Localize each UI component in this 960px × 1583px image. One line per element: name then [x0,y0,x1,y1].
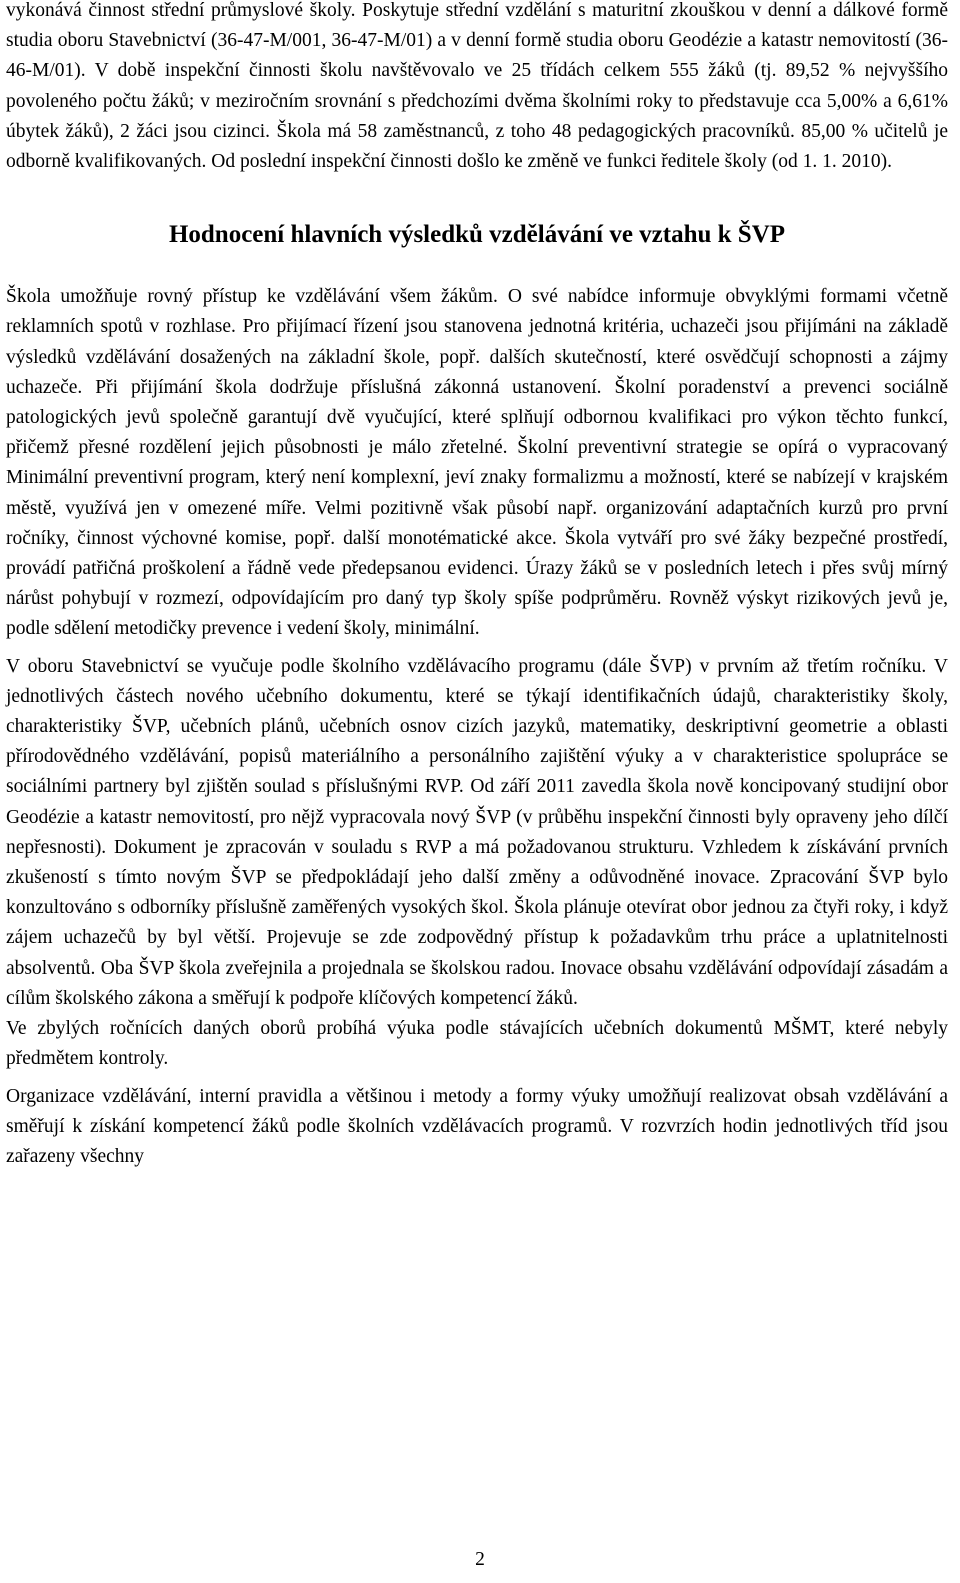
paragraph-school-overview: vykonává činnost střední průmyslové školy. Poskytuje střední vzdělání s maturitní zkouškou v denní a dálkové formě studia oboru Stavebnictví (36-47-M/001, 36-47-M/01) a v denní formě studia oboru Geodézie a katastr nemovitostí (36-46-M/01). V době inspekční činnosti školu navštěvovalo ve 25 třídách celkem 555 žáků (tj. 89,52 % nejvyššího povoleného počtu žáků; v meziročním srovnání s předchozími dvěma školními roky to představuje cca 5,00% a 6,61% úbytek žáků), 2 žáci jsou cizinci. Škola má 58 zaměstnanců, z toho 48 pedagogických pracovníků. 85,00 % učitelů je odborně kvalifikovaných. Od poslední inspekční činnosti došlo ke změně ve funkci ředitele školy (od 1. 1. 2010). [6,0,948,173]
page-number: 2 [475,1549,485,1570]
paragraph-remaining-years: Ve zbylých ročnících daných oborů probíhá výuka podle stávajících učebních dokumentů MŠMT, které nebyly předmětem kontroly. [6,1018,948,1070]
paragraph-equal-access: Škola umožňuje rovný přístup ke vzdělávání všem žákům. O své nabídce informuje obvyklými formami včetně reklamních spotů v rozhlase. Pro přijímací řízení jsou stanovena jednotná kritéria, uchazeči jsou přijímáni na základě výsledků vzdělávání dosažených na základní škole, popř. dalších skutečností, které osvědčují schopnosti a zájmy uchazeče. Při přijímání škola dodržuje příslušná zákonná ustanovení. Školní poradenství a prevenci sociálně patologických jevů společně garantují dvě vyučující, které splňují odbornou kvalifikaci pro výkon těchto funkcí, přičemž přesné rozdělení jejich působnosti je málo zřetelné. Školní preventivní strategie se opírá o vypracovaný Minimální preventivní program, který není komplexní, jeví znaky formalizmu a možností, které se nabízejí v krajském městě, využívá jen v omezené míře. Velmi pozitivně však působí např. organizování adaptačních kurzů pro první ročníky, činnost výchovné komise, popř. další monotématické akce. Škola vytváří pro své žáky bezpečné prostředí, provádí patřičná proškolení a řádně vede předepsanou evidenci. Úrazy žáků se v posledních letech i přes svůj mírný nárůst pohybují v rozmezí, odpovídajícím pro daný typ školy spíše podprůměru. Rovněž výskyt rizikových jevů je, podle sdělení metodičky prevence i vedení školy, minimální. [6,286,948,640]
document-body [6,0,948,1172]
paragraph-school-curriculum: V oboru Stavebnictví se vyučuje podle školního vzdělávacího programu (dále ŠVP) v prvním až třetím ročníku. V jednotlivých částech nového učebního dokumentu, které se týkají identifikačních údajů, charakteristiky školy, charakteristiky ŠVP, učebních plánů, učebních osnov cizích jazyků, matematiky, deskriptivní geometrie a oblasti přírodovědného vzdělávání, popisů materiálního a personálního zajištění výuky a v charakteristice spolupráce se sociálními partnery byl zjištěn soulad s příslušnými RVP. Od září 2011 zavedla škola nově koncipovaný studijní obor Geodézie a katastr nemovitostí, pro nějž vypracovala nový ŠVP (v průběhu inspekční činnosti byly opraveny jeho dílčí nepřesnosti). Dokument je zpracován v souladu s RVP a má požadovanou strukturu. Vzhledem k získávání prvních zkušeností s tímto novým ŠVP se předpokládají jeho další změny a odůvodněné inovace. Zpracování ŠVP bylo konzultováno s odborníky příslušně zaměřených vysokých škol. Škola plánuje otevírat obor jednou za čtyři roky, i když zájem uchazečů by byl větší. Projevuje se zde zodpovědný přístup k požadavkům trhu práce a uplatnitelnosti absolventů. Oba ŠVP škola zveřejnila a projednala se školskou radou. Inovace obsahu vzdělávání odpovídají zásadám a cílům školského zákona a směřují k podpoře klíčových kompetencí žáků. [6,655,948,1009]
paragraph-organization: Organizace vzdělávání, interní pravidla a většinou i metody a formy výuky umožňují realizovat obsah vzdělávání a směřují k získání kompetencí žáků podle školních vzdělávacích programů. V rozvrzích hodin jednotlivých tříd jsou zařazeny všechny [6,1085,948,1167]
section-heading: Hodnocení hlavních výsledků vzdělávání ve vztahu k ŠVP [168,221,786,249]
